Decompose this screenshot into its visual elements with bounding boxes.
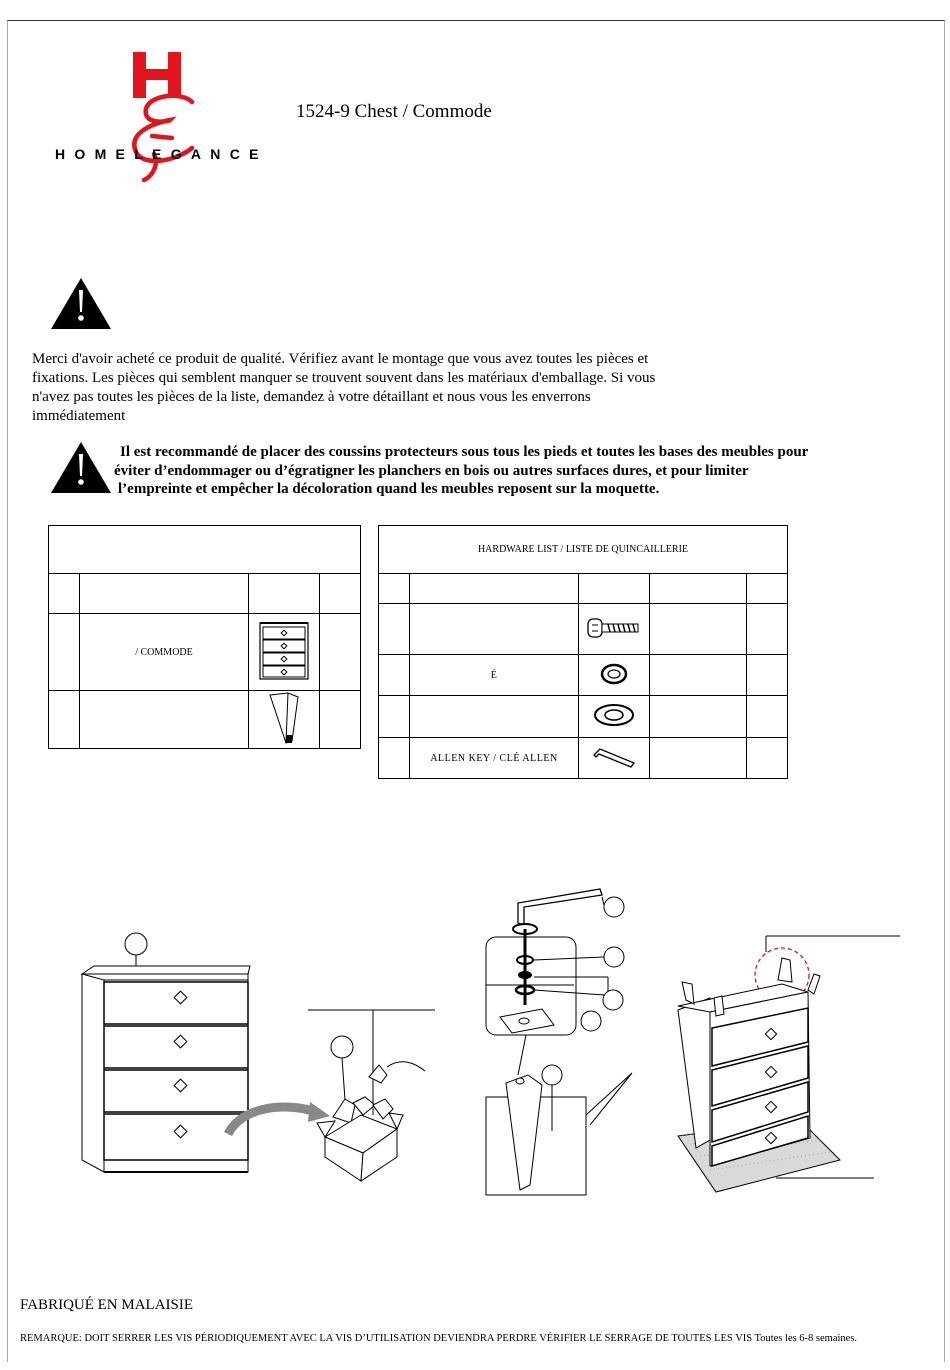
parts-table-header bbox=[49, 526, 361, 574]
allen-key-icon bbox=[579, 738, 650, 779]
made-in-label: FABRIQUÉ EN MALAISIE bbox=[20, 1297, 194, 1313]
table-row bbox=[379, 604, 788, 655]
logo-emblem bbox=[120, 52, 210, 182]
chest-icon bbox=[249, 614, 320, 691]
hardware-table-title: HARDWARE LIST / LISTE DE QUINCAILLERIE bbox=[379, 526, 788, 574]
warning-icon bbox=[50, 276, 112, 330]
hardware-label: É bbox=[410, 655, 579, 696]
table-row bbox=[379, 738, 788, 779]
warning-line: éviter d’endommager ou d’égratigner les planchers en bois ou autres surfaces dures, et pour limiter bbox=[114, 462, 749, 479]
leg-assembly-illustration bbox=[482, 885, 642, 1200]
parts-table-column-headers bbox=[49, 574, 361, 614]
lock-washer-icon bbox=[579, 655, 650, 696]
logo-wordmark: HOMELEGANCE bbox=[55, 146, 268, 162]
document-title: 1524-9 Chest / Commode bbox=[296, 101, 492, 122]
bolt-icon bbox=[579, 604, 650, 655]
table-row bbox=[49, 614, 361, 691]
leg-icon bbox=[249, 691, 320, 749]
hardware-list-table bbox=[378, 525, 788, 779]
warning-line: l’empreinte et empêcher la décoloration quand les meubles reposent sur la moquette. bbox=[118, 481, 660, 497]
hardware-label bbox=[410, 604, 579, 655]
flat-washer-icon bbox=[579, 696, 650, 738]
table-row bbox=[379, 655, 788, 696]
chest-upside-down-illustration bbox=[670, 930, 910, 1195]
chest-front-illustration bbox=[80, 930, 260, 1180]
warning-line: Il est recommandé de placer des coussins protecteurs sous tous les pieds et toutes les bases des meubles pour bbox=[120, 444, 809, 460]
warning-icon bbox=[50, 440, 112, 494]
hardware-label bbox=[410, 696, 579, 738]
table-row bbox=[49, 691, 361, 749]
callout-circle bbox=[125, 933, 147, 955]
parts-list-table bbox=[48, 525, 361, 749]
part-label bbox=[80, 691, 249, 749]
remark-note: REMARQUE: DOIT SERRER LES VIS PÉRIODIQUEMENT AVEC LA VIS D’UTILISATION DEVIENDRA PERDRE VÉRIFIER LE SERRAGE DE TOUTES LES VIS Toutes les 6-8 semaines. bbox=[20, 1333, 858, 1344]
intro-paragraph: Merci d'avoir acheté ce produit de qualité. Vérifiez avant le montage que vous avez toutes les pièces et fixations. Les pièces qui semblent manquer se trouvent souvent dans les matériaux d'emballage. Si vous n'avez pas toutes les pièces de la liste, demandez à votre détaillant et nous vous les enverrons immédiatement bbox=[32, 351, 656, 424]
floor-protection-warning bbox=[114, 443, 894, 499]
carton-legs-illustration bbox=[305, 1005, 440, 1190]
table-row bbox=[379, 696, 788, 738]
hardware-table-column-headers bbox=[379, 574, 788, 604]
hardware-label: ALLEN KEY / CLÉ ALLEN bbox=[410, 738, 579, 779]
part-label: / COMMODE bbox=[80, 614, 249, 691]
